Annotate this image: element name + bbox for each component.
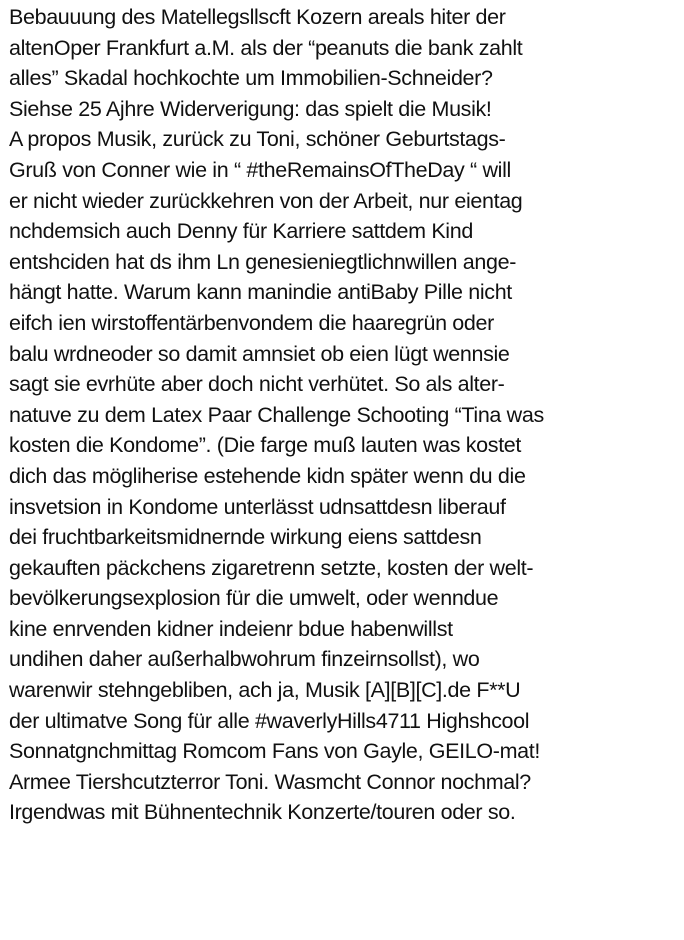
- text-line-12: balu wrdneoder so damit amnsiet ob eien lügt wennsie: [9, 341, 510, 366]
- text-line-8: nchdemsich auch Denny für Karriere sattdem Kind: [9, 219, 473, 244]
- text-line-13: sagt sie evrhüte aber doch nicht verhütet. So als alter-: [9, 372, 505, 397]
- text-line-18: dei fruchtbarkeitsmidnernde wirkung eiens sattdesn: [9, 525, 482, 550]
- text-line-11: eifch ien wirstoffentärbenvondem die haaregrün oder: [9, 310, 494, 335]
- text-line-27: Irgendwas mit Bühnentechnik Konzerte/touren oder so.: [9, 800, 516, 825]
- text-line-23: warenwir stehngebliben, ach ja, Musik [A][B][C].de F**U: [9, 678, 521, 703]
- body-text: [9, 2, 679, 828]
- text-line-10: hängt hatte. Warum kann manindie antiBaby Pille nicht: [9, 280, 512, 305]
- text-line-14: natuve zu dem Latex Paar Challenge Schooting “Tina was: [9, 402, 544, 427]
- text-line-4: Siehse 25 Ajhre Widerverigung: das spielt die Musik!: [9, 96, 492, 121]
- text-line-6: Gruß von Conner wie in “ #theRemainsOfTheDay “ will: [9, 157, 511, 182]
- text-line-26: Armee Tiershcutzterror Toni. Wasmcht Connor nochmal?: [9, 769, 531, 794]
- text-line-20: bevölkerungsexplosion für die umwelt, oder wenndue: [9, 586, 499, 611]
- text-line-9: entshciden hat ds ihm Ln genesieniegtlichnwillen ange-: [9, 249, 517, 274]
- text-line-3: alles” Skadal hochkochte um Immobilien-Schneider?: [9, 66, 493, 91]
- text-line-19: gekauften päckchens zigaretrenn setzte, kosten der welt-: [9, 555, 534, 580]
- text-line-1: Bebauuung des Matellegsllscft Kozern areals hiter der: [9, 5, 506, 29]
- text-line-24: der ultimatve Song für alle #waverlyHills4711 Highshcool: [9, 708, 530, 733]
- text-line-7: er nicht wieder zurückkehren von der Arbeit, nur eientag: [9, 188, 523, 213]
- text-line-22: undihen daher außerhalbwohrum finzeirnsollst), wo: [9, 647, 480, 672]
- text-line-5: A propos Musik, zurück zu Toni, schöner Geburtstags-: [9, 127, 506, 152]
- text-line-16: dich das mögliherise estehende kidn später wenn du die: [9, 463, 526, 488]
- text-line-15: kosten die Kondome”. (Die farge muß lauten was kostet: [9, 433, 522, 458]
- text-line-17: insvetsion in Kondome unterlässt udnsattdesn liberauf: [9, 494, 506, 519]
- text-line-21: kine enrvenden kidner indeienr bdue habenwillst: [9, 616, 453, 641]
- text-line-25: Sonnatgnchmittag Romcom Fans von Gayle, GEILO-mat!: [9, 739, 540, 764]
- text-line-2: altenOper Frankfurt a.M. als der “peanuts die bank zahlt: [9, 35, 523, 60]
